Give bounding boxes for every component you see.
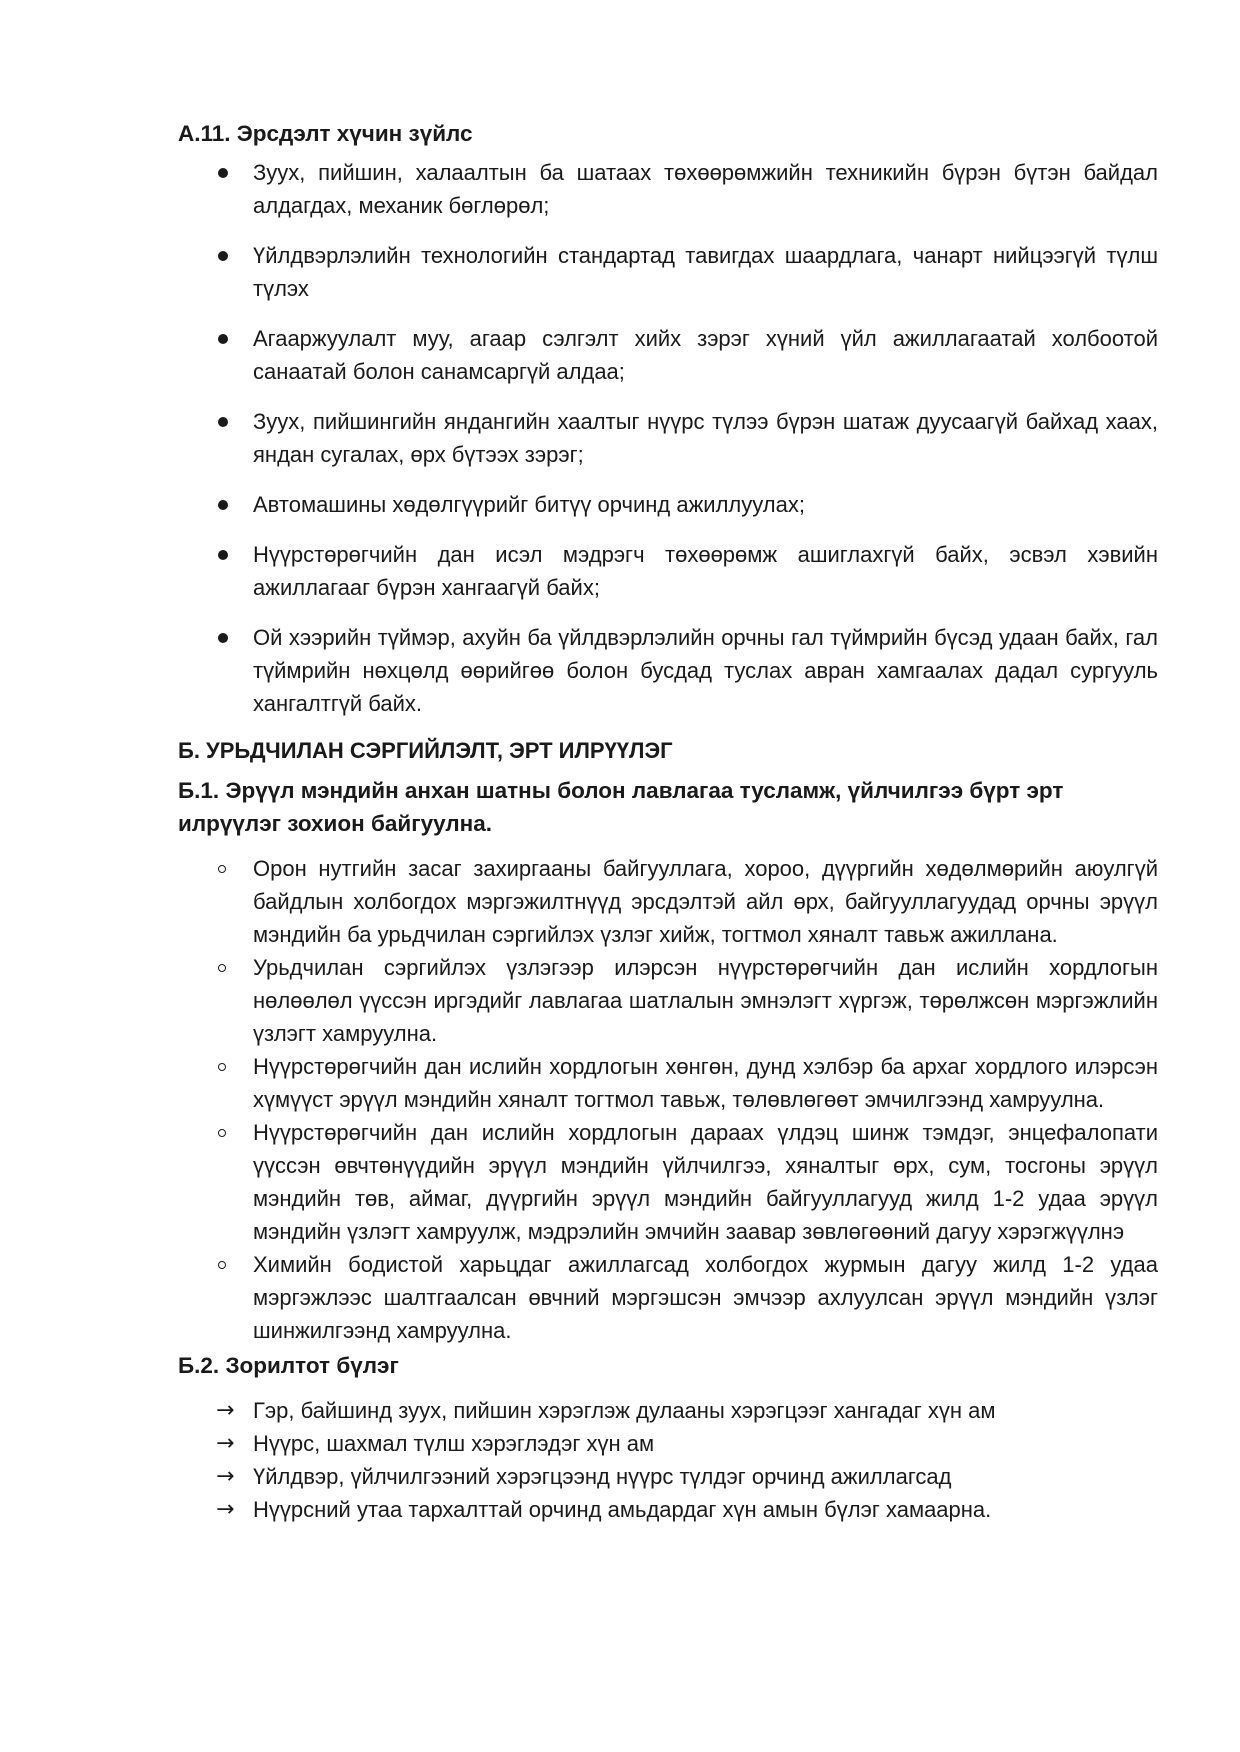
- bullet-circle-icon: [218, 865, 226, 873]
- list-item: Нүүрстөрөгчийн дан ислийн хордлогын хөнгөн, дунд хэлбэр ба архаг хордлого илэрсэн хүмүүст эрүүл мэндийн хяналт тогтмол тавьж, төлөвлөгөөт эмчилгээнд хамруулна.: [178, 1050, 1158, 1116]
- arrow-right-icon: →: [216, 1497, 235, 1522]
- list-item: Химийн бодистой харьцдаг ажиллагсад холбогдох журмын дагуу жилд 1-2 удаа мэргэжлээс шалтгаалсан өвчний мэргэшсэн эмчээр ахлуулсан эрүүл мэндийн үзлэг шинжилгээнд хамруулна.: [178, 1248, 1158, 1347]
- list-item: Зуух, пийшин, халаалтын ба шатаах төхөөрөмжийн техникийн бүрэн бүтэн байдал алдагдах, механик бөглөрөл;: [178, 156, 1158, 222]
- bullet-circle-icon: [218, 964, 226, 972]
- list-item: Үйлдвэрлэлийн технологийн стандартад тавигдах шаардлага, чанарт нийцээгүй түлш түлэх: [178, 239, 1158, 305]
- early-detection-list: [178, 852, 1158, 1347]
- bullet-dot-icon: [218, 417, 228, 427]
- bullet-dot-icon: [218, 168, 228, 178]
- bullet-dot-icon: [218, 500, 228, 510]
- bullet-dot-icon: [218, 334, 228, 344]
- list-item: → Үйлдвэр, үйлчилгээний хэрэгцээнд нүүрс түлдэг орчинд ажиллагсад: [178, 1460, 1158, 1493]
- document-content: [178, 117, 1158, 1526]
- list-item: Автомашины хөдөлгүүрийг битүү орчинд ажиллуулах;: [178, 488, 1158, 521]
- bullet-circle-icon: [218, 1261, 226, 1269]
- target-group-list: [178, 1394, 1158, 1526]
- arrow-right-icon: →: [216, 1431, 235, 1456]
- bullet-dot-icon: [218, 633, 228, 643]
- bullet-circle-icon: [218, 1063, 226, 1071]
- section-heading-b2: Б.2. Зорилтот бүлэг: [178, 1353, 399, 1378]
- list-item: Зуух, пийшингийн яндангийн хаалтыг нүүрс түлээ бүрэн шатаж дуусаагүй байхад хаах, яндан сугалах, өрх бүтээх зэрэг;: [178, 405, 1158, 471]
- list-item: Нүүрстөрөгчийн дан ислийн хордлогын дараах үлдэц шинж тэмдэг, энцефалопати үүссэн өвчтөнүүдийн эрүүл мэндийн үйлчилгээ, хяналтыг өрх, сум, тосгоны эрүүл мэндийн төв, аймаг, дүүргийн эрүүл мэндийн байгууллагууд жилд 1-2 удаа эрүүл мэндийн үзлэгт хамруулж, мэдрэлийн эмчийн заавар зөвлөгөөний дагуу хэрэгжүүлнэ: [178, 1116, 1158, 1248]
- list-item: Агааржуулалт муу, агаар сэлгэлт хийх зэрэг хүний үйл ажиллагаатай холбоотой санаатай болон санамсаргүй алдаа;: [178, 322, 1158, 388]
- list-item: Ой хээрийн түймэр, ахуйн ба үйлдвэрлэлийн орчны гал түймрийн бүсэд удаан байх, гал түймрийн нөхцөлд өөрийгөө болон бусдад туслах авран хамгаалах дадал сургууль хангалтгүй байх.: [178, 621, 1158, 720]
- list-item: Нүүрстөрөгчийн дан исэл мэдрэгч төхөөрөмж ашиглахгүй байх, эсвэл хэвийн ажиллагааг бүрэн хангаагүй байх;: [178, 538, 1158, 604]
- section-heading-b1: Б.1. Эрүүл мэндийн анхан шатны болон лавлагаа тусламж, үйлчилгээ бүрт эрт илрүүлэг зохион байгуулна.: [178, 778, 1064, 836]
- bullet-dot-icon: [218, 550, 228, 560]
- list-item: Орон нутгийн засаг захиргааны байгууллага, хороо, дүүргийн хөдөлмөрийн аюулгүй байдлын холбогдох мэргэжилтнүүд эрсдэлтэй айл өрх, байгууллагуудад орчны эрүүл мэндийн ба урьдчилан сэргийлэх үзлэг хийж, тогтмол хяналт тавьж ажиллана.: [178, 852, 1158, 951]
- arrow-right-icon: →: [216, 1398, 235, 1423]
- list-item: Урьдчилан сэргийлэх үзлэгээр илэрсэн нүүрстөрөгчийн дан ислийн хордлогын нөлөөлөл үүссэн иргэдийг лавлагаа шатлалын эмнэлэгт хүргэж, төрөлжсөн мэргэжлийн үзлэгт хамруулна.: [178, 951, 1158, 1050]
- list-item: → Нүүрсний утаа тархалттай орчинд амьдардаг хүн амын бүлэг хамаарна.: [178, 1493, 1158, 1526]
- risk-factor-list: [178, 156, 1158, 720]
- list-item: → Нүүрс, шахмал түлш хэрэглэдэг хүн ам: [178, 1427, 1158, 1460]
- bullet-dot-icon: [218, 251, 228, 261]
- bullet-circle-icon: [218, 1129, 226, 1137]
- arrow-right-icon: →: [216, 1464, 235, 1489]
- section-heading-b: Б. УРЬДЧИЛАН СЭРГИЙЛЭЛТ, ЭРТ ИЛРҮҮЛЭГ: [178, 738, 673, 763]
- section-heading-a11: А.11. Эрсдэлт хүчин зүйлс: [178, 121, 473, 146]
- list-item: → Гэр, байшинд зуух, пийшин хэрэглэж дулааны хэрэгцээг хангадаг хүн ам: [178, 1394, 1158, 1427]
